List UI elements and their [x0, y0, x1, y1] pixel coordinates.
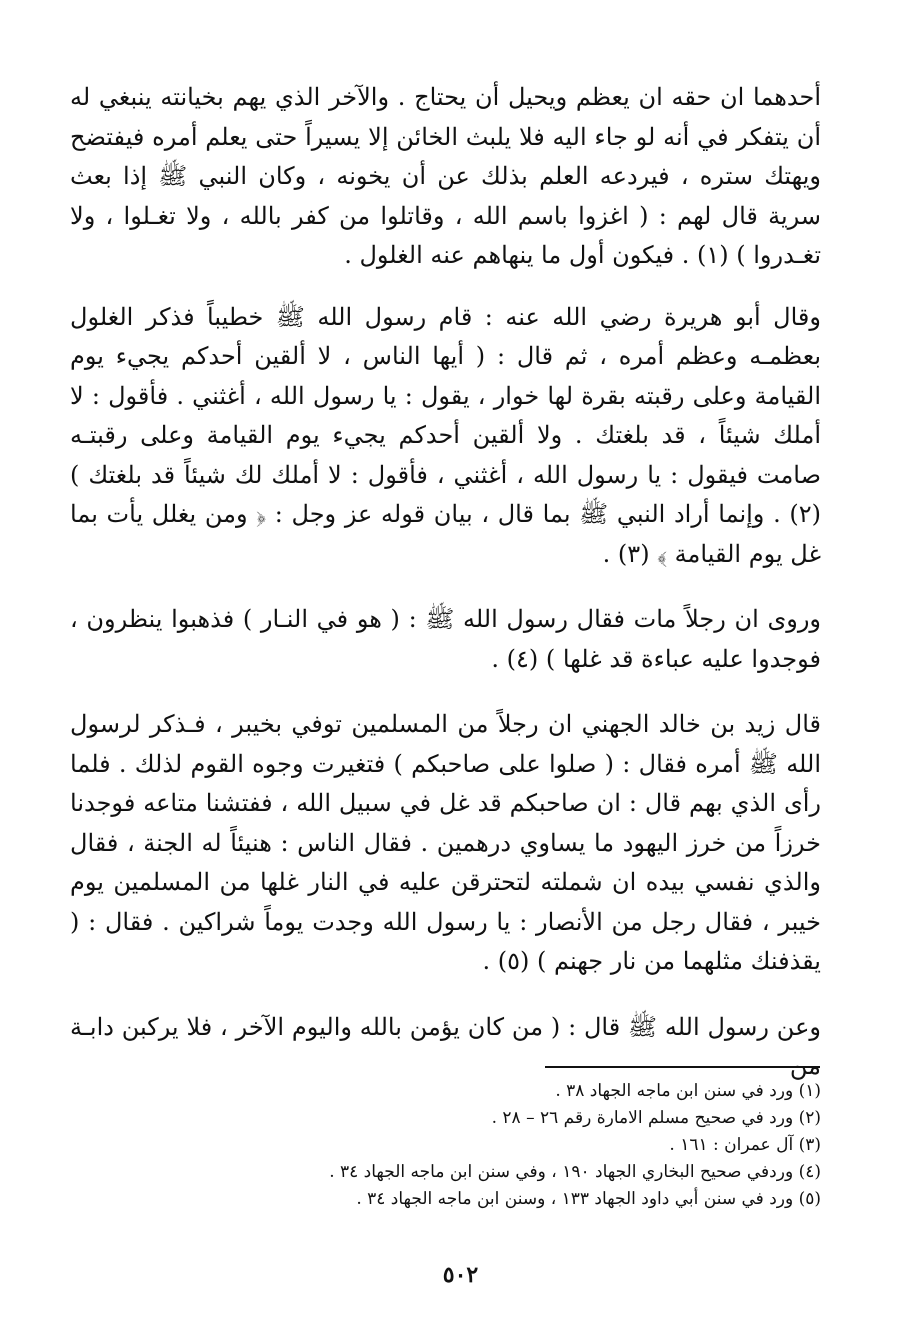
footnote-5: (٥) ورد في سنن أبي داود الجهاد ١٣٣ ، وسنن ابن ماجه الجهاد ٣٤ .: [356, 1189, 821, 1209]
main-text: [70, 78, 821, 1113]
footnote-2: (٢) ورد في صحيح مسلم الامارة رقم ٢٦ – ٢٨ .: [491, 1108, 821, 1128]
paragraph-4: قال زيد بن خالد الجهني ان رجلاً من المسلمين توفي بخيبر ، فـذكر لرسول الله ﷺ أمره فقال : ( صلوا على صاحبكم ) فتغيرت وجوه القوم لذلك . فلما رأى الذي بهم قال : ان صاحبكم قد غل في سبيل الله ، ففتشنا متاعه فوجدنا خرزاً من خرز اليهود ما يساوي درهمين . فقال الناس : هنيئاً له الجنة ، فقال والذي نفسي بيده ان شملته لتحترقن عليه في النار غلها من المسلمين يوم خيبر ، فقال رجل من الأنصار : يا رسول الله وجدت يوماً شراكين . فقال : ( يقذفنك مثلهما من نار جهنم ) (٥) .: [70, 710, 821, 975]
footnote-4: (٤) وردفي صحيح البخاري الجهاد ١٩٠ ، وفي سنن ابن ماجه الجهاد ٣٤ .: [329, 1162, 821, 1182]
paragraph-3: وروى ان رجلاً مات فقال رسول الله ﷺ : ( هو في النـار ) فذهبوا ينظرون ، فوجدوا عليه عباءة قد غلها ) (٤) .: [70, 605, 821, 673]
footnote-1: (١) ورد في سنن ابن ماجه الجهاد ٣٨ .: [555, 1081, 821, 1101]
footnote-3: (٣) آل عمران : ١٦١ .: [669, 1135, 821, 1155]
footnote-divider: [545, 1066, 820, 1068]
paragraph-5: وعن رسول الله ﷺ قال : ( من كان يؤمن بالله واليوم الآخر ، فلا يركبن دابـة من: [70, 1012, 821, 1080]
page-number: ٥٠٢: [442, 1262, 479, 1288]
footnotes: [221, 1078, 821, 1213]
paragraph-2: وقال أبو هريرة رضي الله عنه : قام رسول الله ﷺ خطيباً فذكر الغلول بعظمـه وعظم أمره ، ثم قال : ( أيها الناس ، لا ألقين أحدكم يجيء يوم القيامة وعلى رقبته بقرة لها خوار ، يقول : يا رسول الله ، أغثني . فأقول : لا أملك شيئاً ، قد بلغتك . ولا ألقين أحدكم يجيء يوم القيامة وعلى رقبتـه صامت فيقول : يا رسول الله ، أغثني ، فأقول : لا أملك لك شيئاً قد بلغتك ) (٢) . وإنما أراد النبي ﷺ بما قال ، بيان قوله عز وجل : ﴿ ومن يغلل يأت بما غل يوم القيامة ﴾ (٣) .: [70, 302, 822, 568]
paragraph-1: أحدهما ان حقه ان يعظم ويحيل أن يحتاج . والآخر الذي يهم بخيانته ينبغي له أن يتفكر في أنه لو جاء اليه فلا يلبث الخائن إلا يسيراً حتى يعلم أمره فيفتضح ويهتك ستره ، فيردعه العلم بذلك عن أن يخونه ، وكان النبي ﷺ إذا بعث سرية قال لهم : ( اغزوا باسم الله ، وقاتلوا من كفر بالله ، ولا تغـلوا ، ولا تغـدروا ) (١) . فيكون أول ما ينهاهم عنه الغلول .: [70, 83, 822, 269]
